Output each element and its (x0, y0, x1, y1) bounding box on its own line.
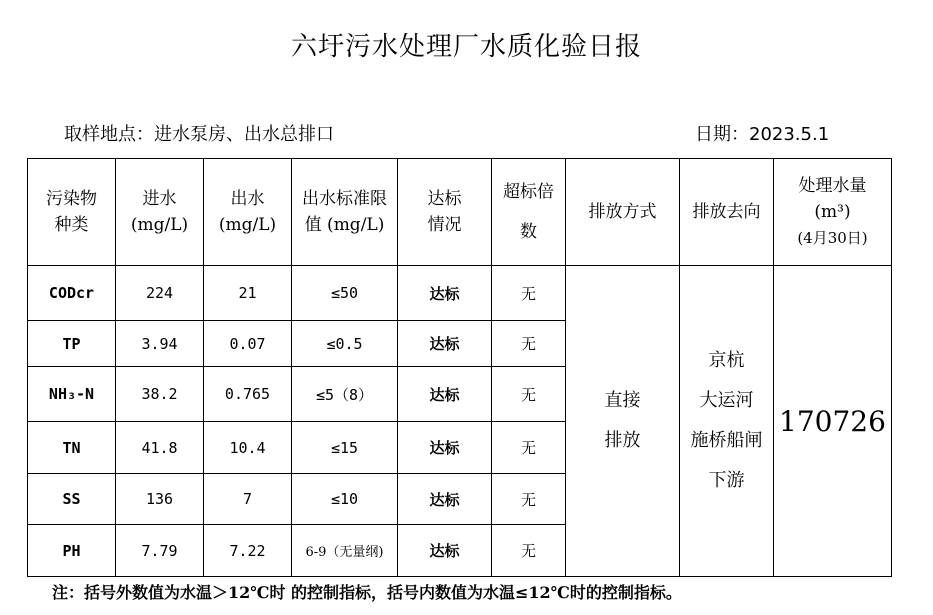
header-compliance: 达标情况 (398, 159, 492, 266)
outflow-cell: 21 (204, 266, 292, 321)
header-discharge-method: 排放方式 (566, 159, 680, 266)
exceed-cell: 无 (492, 525, 566, 577)
header-standard: 出水标准限值 (mg/L) (292, 159, 398, 266)
exceed-cell: 无 (492, 422, 566, 474)
pollutant-cell: SS (28, 474, 116, 525)
outflow-cell: 0.07 (204, 321, 292, 367)
status-cell: 达标 (398, 474, 492, 525)
outflow-cell: 7.22 (204, 525, 292, 577)
discharge-method-cell: 直接 排放 (566, 266, 680, 577)
exceed-cell: 无 (492, 266, 566, 321)
status-cell: 达标 (398, 525, 492, 577)
header-pollutant: 污染物种类 (28, 159, 116, 266)
outflow-cell: 10.4 (204, 422, 292, 474)
status-cell: 达标 (398, 266, 492, 321)
header-volume: 处理水量 (m³) (4月30日) (774, 159, 892, 266)
status-cell: 达标 (398, 367, 492, 422)
treated-volume-cell: 170726 (774, 266, 892, 577)
exceed-cell: 无 (492, 367, 566, 422)
standard-cell: ≤15 (292, 422, 398, 474)
sampling-location: 取样地点：进水泵房、出水总排口 (64, 124, 334, 145)
standard-cell: ≤0.5 (292, 321, 398, 367)
pollutant-cell: PH (28, 525, 116, 577)
table-row (28, 266, 892, 321)
standard-cell: 6-9（无量纲) (292, 525, 398, 577)
inflow-cell: 7.79 (116, 525, 204, 577)
inflow-cell: 38.2 (116, 367, 204, 422)
header-row (28, 159, 892, 266)
exceed-cell: 无 (492, 321, 566, 367)
report-title: 六圩污水处理厂水质化验日报 (290, 32, 642, 62)
header-exceed: 超标倍数 (492, 159, 566, 266)
pollutant-cell: CODcr (28, 266, 116, 321)
inflow-cell: 41.8 (116, 422, 204, 474)
header-inflow: 进水 (mg/L) (116, 159, 204, 266)
pollutant-cell: NH₃-N (28, 367, 116, 422)
standard-cell: ≤50 (292, 266, 398, 321)
inflow-cell: 3.94 (116, 321, 204, 367)
outflow-cell: 7 (204, 474, 292, 525)
header-discharge-dest: 排放去向 (680, 159, 774, 266)
pollutant-cell: TN (28, 422, 116, 474)
status-cell: 达标 (398, 321, 492, 367)
exceed-cell: 无 (492, 474, 566, 525)
inflow-cell: 136 (116, 474, 204, 525)
pollutant-cell: TP (28, 321, 116, 367)
inflow-cell: 224 (116, 266, 204, 321)
report-date: 日期：2023.5.1 (695, 124, 830, 145)
standard-cell: ≤10 (292, 474, 398, 525)
standard-cell: ≤5（8） (292, 367, 398, 422)
water-quality-table (27, 158, 892, 577)
status-cell: 达标 (398, 422, 492, 474)
footnote: 注：括号外数值为水温＞12℃时 的控制指标，括号内数值为水温≤12℃时的控制指标。 (52, 583, 682, 602)
discharge-dest-cell: 京杭 大运河 施桥船闸 下游 (680, 266, 774, 577)
header-outflow: 出水 (mg/L) (204, 159, 292, 266)
outflow-cell: 0.765 (204, 367, 292, 422)
